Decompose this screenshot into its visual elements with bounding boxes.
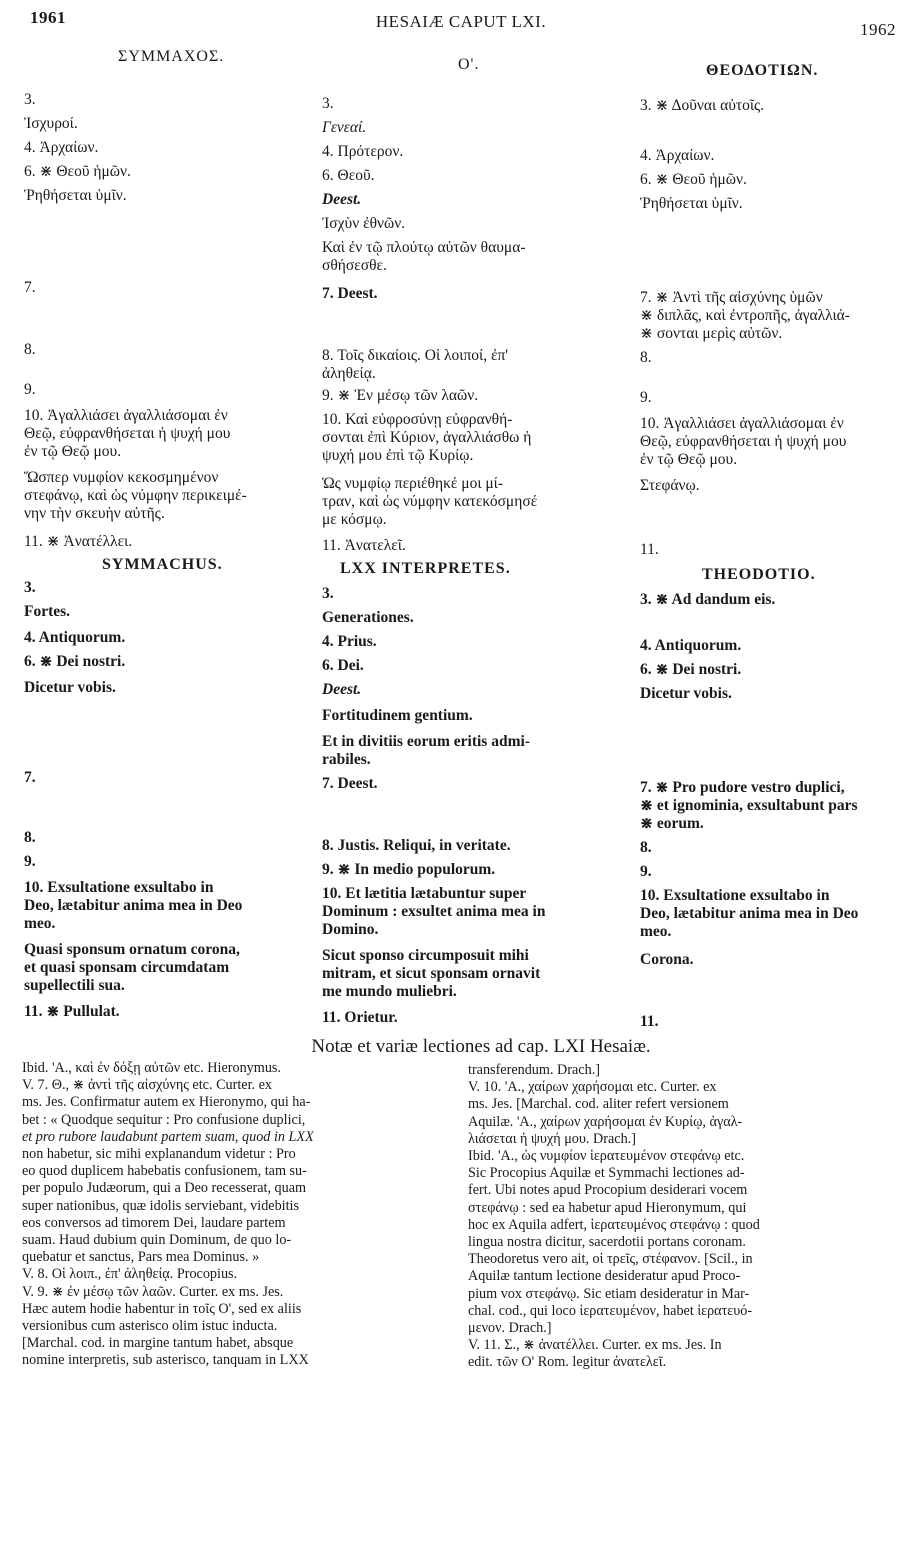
latin-line: Et in divitiis eorum eritis admi- — [322, 733, 530, 750]
greek-symmachus-column — [24, 90, 314, 560]
latin-line: Deest. — [322, 681, 362, 698]
greek-line: 7. Deest. — [322, 285, 378, 302]
notes-title: Notæ et variæ lectiones ad cap. LXI Hesaiæ. — [311, 1036, 651, 1057]
latin-line: Domino. — [322, 921, 379, 938]
note-line: hoc ex Aquila adfert, ἱερατευμένος στεφάνῳ : quod — [468, 1216, 760, 1233]
greek-line: Ῥηθήσεται ὑμῖν. — [640, 195, 743, 212]
note-line: edit. τῶν Ο' Rom. legitur ἀνατελεῖ. — [468, 1354, 667, 1371]
note-line: suam. Haud dubium quin Dominum, de quo lo- — [22, 1232, 292, 1248]
greek-line: Καὶ ἐν τῷ πλούτῳ αὐτῶν θαυμα- — [322, 239, 526, 256]
latin-line: supellectili sua. — [24, 977, 125, 994]
note-line: eos conversos ad timorem Dei, laudare partem — [22, 1214, 286, 1231]
note-line: bet : « Quodque sequitur : Pro confusione duplici, — [22, 1111, 306, 1128]
latin-line: Dicetur vobis. — [24, 679, 116, 696]
latin-line: Fortes. — [24, 603, 71, 620]
greek-line: 7. — [24, 279, 36, 296]
latin-line: 9. ⋇ In medio populorum. — [322, 861, 496, 878]
latin-line: 6. ⋇ Dei nostri. — [24, 653, 126, 670]
latin-line: meo. — [24, 915, 56, 932]
latin-line: 11. Orietur. — [322, 1009, 398, 1026]
latin-line: meo. — [640, 923, 672, 940]
latin-line: 7. Deest. — [322, 775, 378, 792]
greek-line: 3. — [322, 95, 334, 112]
greek-line: 4. Ἀρχαίων. — [24, 139, 99, 156]
greek-line: 10. Ἀγαλλιάσει ἀγαλλιάσομαι ἐν — [24, 407, 228, 424]
latin-line: Generationes. — [322, 609, 414, 626]
note-line: Sic Procopius Aquilæ et Symmachi lectiones ad- — [468, 1165, 745, 1182]
greek-line: ἐν τῷ Θεῷ μου. — [24, 443, 122, 460]
greek-line: 9. — [640, 389, 652, 406]
greek-line: 9. — [24, 381, 36, 398]
note-line: Aquilæ tantum lectione desideratur apud Proco- — [468, 1268, 741, 1285]
note-line: μενον. Drach.] — [468, 1320, 552, 1336]
note-line: lingua nostra dicitur, sacerdotii portans coronam. — [468, 1234, 746, 1250]
note-line: V. 10. 'Α., χαίρων χαρήσομαι etc. Curter. ex — [468, 1079, 717, 1096]
latin-line: ⋇ eorum. — [640, 815, 704, 832]
page-number-left: 1961 — [30, 8, 66, 27]
note-line: versionibus cum asterisco olim istuc inducta. — [22, 1318, 278, 1334]
note-line: Ibid. 'Α., ὡς νυμφίον ἱερατευμένον στεφάνῳ etc. — [468, 1148, 745, 1164]
latin-line: mitram, et sicut sponsam ornavit — [322, 965, 541, 982]
heading-theodotion-latin: THEODOTIO. — [702, 566, 816, 583]
latin-line: et quasi sponsam circumdatam — [24, 959, 230, 976]
greek-line: 8. Τοῖς δικαίοις. Οἱ λοιποί, ἐπ' — [322, 347, 509, 364]
greek-lxx-column — [322, 94, 612, 564]
latin-line: 7. — [24, 769, 36, 786]
note-line: fert. Ubi notes apud Procopium desiderari vocem — [468, 1182, 748, 1199]
note-line: chal. cod., qui loco ἱερατευμένον, habet ἱερατευό- — [468, 1302, 753, 1319]
note-line: V. 11. Σ., ⋇ ἀνατέλλει. Curter. ex ms. Jes. In — [468, 1337, 722, 1354]
greek-line: 4. Ἀρχαίων. — [640, 147, 715, 164]
latin-line: Deo, lætabitur anima mea in Deo — [640, 905, 859, 922]
greek-line: 11. — [640, 541, 659, 558]
greek-line: Γενεαί. — [322, 119, 367, 136]
heading-theodotion-greek: ΘΕΟΔΟΤΙΩΝ. — [706, 62, 819, 79]
latin-line: 10. Exsultatione exsultabo in — [24, 879, 214, 896]
latin-line: 9. — [640, 863, 652, 880]
latin-line: 8. — [640, 839, 652, 856]
greek-line: ⋇ σονται μερὶς αὐτῶν. — [640, 325, 783, 342]
greek-line: σονται ἐπὶ Κύριον, ἀγαλλιάσθω ἡ — [322, 429, 532, 446]
greek-line: 3. ⋇ Δοῦναι αὐτοῖς. — [640, 97, 765, 114]
latin-line: 10. Et lætitia lætabuntur super — [322, 885, 527, 902]
greek-line: ⋇ διπλᾶς, καὶ ἐντροπῆς, ἀγαλλιά- — [640, 307, 850, 324]
heading-symmachus-latin: SYMMACHUS. — [102, 556, 223, 573]
greek-line: 10. Καὶ εὐφροσύνῃ εὐφρανθή- — [322, 411, 513, 428]
greek-line: τραν, καὶ ὡς νύμφην κατεκόσμησέ — [322, 493, 538, 510]
greek-line: Deest. — [322, 191, 362, 208]
latin-line: 4. Antiquorum. — [24, 629, 126, 646]
heading-lxx-latin: LXX INTERPRETES. — [340, 560, 511, 577]
greek-line: 8. — [640, 349, 652, 366]
greek-line: 6. ⋇ Θεοῦ ἡμῶν. — [640, 171, 747, 188]
greek-line: Θεῷ, εὐφρανθήσεται ἡ ψυχή μου — [640, 433, 847, 450]
greek-line: Ῥηθήσεται ὑμῖν. — [24, 187, 127, 204]
greek-line: ἀληθείᾳ. — [322, 365, 376, 382]
greek-line: Στεφάνῳ. — [640, 477, 700, 494]
greek-line: 7. ⋇ Ἀντὶ τῆς αἰσχύνης ὑμῶν — [640, 289, 823, 306]
latin-line: Quasi sponsum ornatum corona, — [24, 941, 240, 958]
greek-line: Ὡς νυμφίῳ περιέθηκέ μοι μί- — [322, 475, 504, 492]
note-line: V. 8. Οἱ λοιπ., ἐπ' ἀληθείᾳ. Procopius. — [22, 1266, 238, 1283]
latin-line: Sicut sponso circumposuit mihi — [322, 947, 529, 964]
note-line: Theodoretus vero ait, οἱ τρεῖς, στέφανον. [Scil., in — [468, 1251, 753, 1268]
latin-line: rabiles. — [322, 751, 371, 768]
latin-line: 11. ⋇ Pullulat. — [24, 1003, 120, 1020]
note-line: λιάσεται ἡ ψυχή μου. Drach.] — [468, 1130, 636, 1147]
running-title: HESAIÆ CAPUT LXI. — [375, 12, 547, 31]
greek-line: 11. Ἀνατελεῖ. — [322, 537, 406, 554]
note-line: transferendum. Drach.] — [468, 1062, 600, 1078]
latin-line: 3. ⋇ Ad dandum eis. — [640, 591, 776, 608]
greek-line: Θεῷ, εὐφρανθήσεται ἡ ψυχή μου — [24, 425, 231, 442]
notes-left-column — [22, 1060, 452, 1380]
greek-line: με κόσμῳ. — [322, 511, 387, 528]
latin-line: Dicetur vobis. — [640, 685, 732, 702]
latin-theodotion-column — [640, 590, 908, 1040]
greek-line: 9. ⋇ Ἐν μέσῳ τῶν λαῶν. — [322, 387, 479, 404]
greek-line: σθήσεσθε. — [322, 257, 387, 274]
greek-theodotion-column — [640, 96, 908, 566]
greek-line: στεφάνῳ, καὶ ὡς νύμφην περικειμέ- — [24, 487, 247, 504]
greek-line: 6. ⋇ Θεοῦ ἡμῶν. — [24, 163, 131, 180]
heading-lxx-greek: Ο'. — [458, 56, 480, 73]
greek-line: νην τὴν σκευὴν αὐτῆς. — [24, 505, 165, 522]
latin-line: 10. Exsultatione exsultabo in — [640, 887, 830, 904]
latin-line: 4. Prius. — [322, 633, 377, 650]
heading-symmachus-greek: ΣΥΜΜΑΧΟΣ. — [118, 48, 225, 65]
greek-line: Ἰσχὺν ἐθνῶν. — [322, 215, 406, 232]
greek-line: ψυχή μου ἐπὶ τῷ Κυρίῳ. — [322, 447, 474, 464]
note-line: et pro rubore laudabunt partem suam, quod in LXX — [22, 1128, 314, 1145]
latin-line: Deo, lætabitur anima mea in Deo — [24, 897, 243, 914]
latin-line: 11. — [640, 1013, 659, 1030]
note-line: non habetur, sic mihi explanandum videtur : Pro — [22, 1146, 296, 1162]
latin-lxx-column — [322, 584, 612, 1034]
latin-line: 6. ⋇ Dei nostri. — [640, 661, 742, 678]
greek-line: 6. Θεοῦ. — [322, 167, 375, 184]
greek-line: Ὥσπερ νυμφίον κεκοσμημένον — [24, 469, 219, 486]
note-line: Aquilæ. 'Α., χαίρων χαρήσομαι ἐν Κυρίῳ, ἀγαλ- — [468, 1113, 743, 1130]
latin-line: 8. — [24, 829, 36, 846]
greek-line: 4. Πρότερον. — [322, 143, 404, 160]
note-line: super nationibus, quæ idolis serviebant, videbitis — [22, 1197, 300, 1214]
note-line: Ibid. 'Α., καὶ ἐν δόξῃ αὐτῶν etc. Hieronymus. — [22, 1060, 281, 1076]
latin-line: 3. — [24, 579, 36, 596]
latin-symmachus-column — [24, 578, 314, 1028]
latin-line: 7. ⋇ Pro pudore vestro duplici, — [640, 779, 845, 796]
note-line: nomine interpretis, sub asterisco, tanquam in LXX — [22, 1352, 309, 1369]
page-number-right: 1962 — [860, 20, 896, 39]
greek-line: 11. ⋇ Ἀνατέλλει. — [24, 533, 133, 550]
latin-line: 4. Antiquorum. — [640, 637, 742, 654]
greek-line: ἐν τῷ Θεῷ μου. — [640, 451, 738, 468]
greek-line: 3. — [24, 91, 36, 108]
latin-line: ⋇ et ignominia, exsultabunt pars — [640, 797, 858, 814]
note-line: Hæc autem hodie habentur in τοῖς Ο', sed ex aliis — [22, 1300, 302, 1317]
note-line: V. 9. ⋇ ἐν μέσῳ τῶν λαῶν. Curter. ex ms. Jes. — [22, 1283, 284, 1300]
note-line: ms. Jes. [Marchal. cod. aliter refert versionem — [468, 1096, 729, 1113]
note-line: per populo Judæorum, qui a Deo recesserat, quam — [22, 1180, 307, 1197]
notes-right-column — [468, 1062, 908, 1382]
note-line: [Marchal. cod. in margine tantum habet, absque — [22, 1335, 294, 1352]
note-line: pium vox στεφάνῳ. Sic etiam desideratur in Mar- — [468, 1285, 750, 1302]
note-line: quebatur et sanctus, Pars mea Dominus. » — [22, 1249, 260, 1266]
latin-line: Fortitudinem gentium. — [322, 707, 473, 724]
greek-line: 10. Ἀγαλλιάσει ἀγαλλιάσομαι ἐν — [640, 415, 844, 432]
note-line: στεφάνῳ : sed ea habetur apud Hieronymum, qui — [468, 1199, 747, 1216]
latin-line: 3. — [322, 585, 334, 602]
note-line: eo quod duplicem habebatis confusionem, tam su- — [22, 1163, 307, 1180]
latin-line: 8. Justis. Reliqui, in veritate. — [322, 837, 511, 854]
latin-line: 6. Dei. — [322, 657, 364, 674]
greek-line: Ἰσχυροί. — [24, 115, 78, 132]
note-line: ms. Jes. Confirmatur autem ex Hieronymo, qui ha- — [22, 1094, 311, 1111]
latin-line: Dominum : exsultet anima mea in — [322, 903, 546, 920]
latin-line: me mundo muliebri. — [322, 983, 457, 1000]
latin-line: 9. — [24, 853, 36, 870]
greek-line: 8. — [24, 341, 36, 358]
latin-line: Corona. — [640, 951, 694, 968]
note-line: V. 7. Θ., ⋇ ἀντὶ τῆς αἰσχύνης etc. Curter. ex — [22, 1077, 273, 1094]
